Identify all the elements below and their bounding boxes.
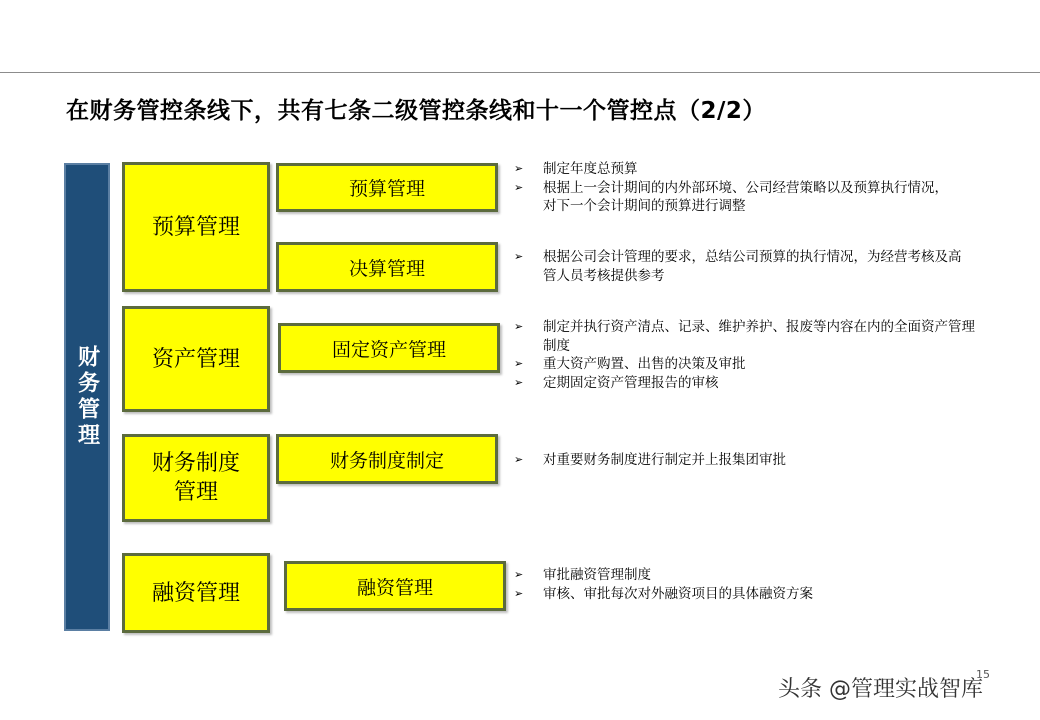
group-box-financing <box>122 553 270 633</box>
bullet-item: ➢ 审批融资管理制度 <box>514 566 962 585</box>
bullet-list-fixed-assets <box>514 318 984 392</box>
control-box-final-accounts <box>276 242 498 292</box>
control-label: 固定资产管理 <box>331 338 446 361</box>
page-number: 15 <box>976 668 990 681</box>
bullet-item: ➢ 重大资产购置、出售的决策及审批 <box>514 355 984 374</box>
bullet-item: ➢ 对重要财务制度进行制定并上报集团审批 <box>514 451 962 470</box>
bullet-item: ➢ 根据上一会计期间的内外部环境、公司经营策略以及预算执行情况，对下一个会计期间的预算进行调整 <box>514 179 953 216</box>
page-title: 在财务管控条线下，共有七条二级管控条线和十一个管控点（2/2） <box>66 98 766 124</box>
side-category-label: 财务管理 <box>74 345 100 449</box>
control-label: 融资管理 <box>356 576 433 599</box>
control-label: 财务制度制定 <box>329 449 444 472</box>
control-label: 决算管理 <box>348 257 425 280</box>
group-label: 资产管理 <box>151 346 240 372</box>
bullet-list-budget <box>514 160 962 216</box>
bullet-item: ➢ 定期固定资产管理报告的审核 <box>514 374 984 393</box>
group-label: 财务制度管理 <box>151 451 240 505</box>
group-label: 融资管理 <box>151 580 240 606</box>
header-divider <box>0 72 1040 73</box>
bullet-list-policy-making <box>514 451 962 470</box>
side-category-bar <box>64 163 110 631</box>
group-box-budget <box>122 162 270 292</box>
watermark: 头条 @管理实战智库 <box>778 677 983 702</box>
group-box-finance-policy <box>122 434 270 522</box>
control-box-policy-making <box>276 434 498 484</box>
group-box-assets <box>122 306 270 412</box>
bullet-list-final-accounts <box>514 248 962 285</box>
control-box-financing <box>284 561 506 611</box>
control-box-fixed-assets <box>278 323 500 373</box>
group-label: 预算管理 <box>151 214 240 240</box>
bullet-item: ➢ 制定年度总预算 <box>514 160 962 179</box>
control-label: 预算管理 <box>348 178 425 200</box>
bullet-item: ➢ 审核、审批每次对外融资项目的具体融资方案 <box>514 585 962 604</box>
bullet-list-financing <box>514 566 962 603</box>
control-box-budget <box>276 163 498 212</box>
bullet-item: ➢ 制定并执行资产清点、记录、维护养护、报废等内容在内的全面资产管理制度 <box>514 318 983 355</box>
bullet-item: ➢ 根据公司会计管理的要求，总结公司预算的执行情况，为经营考核及高管人员考核提供参考 <box>514 248 973 285</box>
